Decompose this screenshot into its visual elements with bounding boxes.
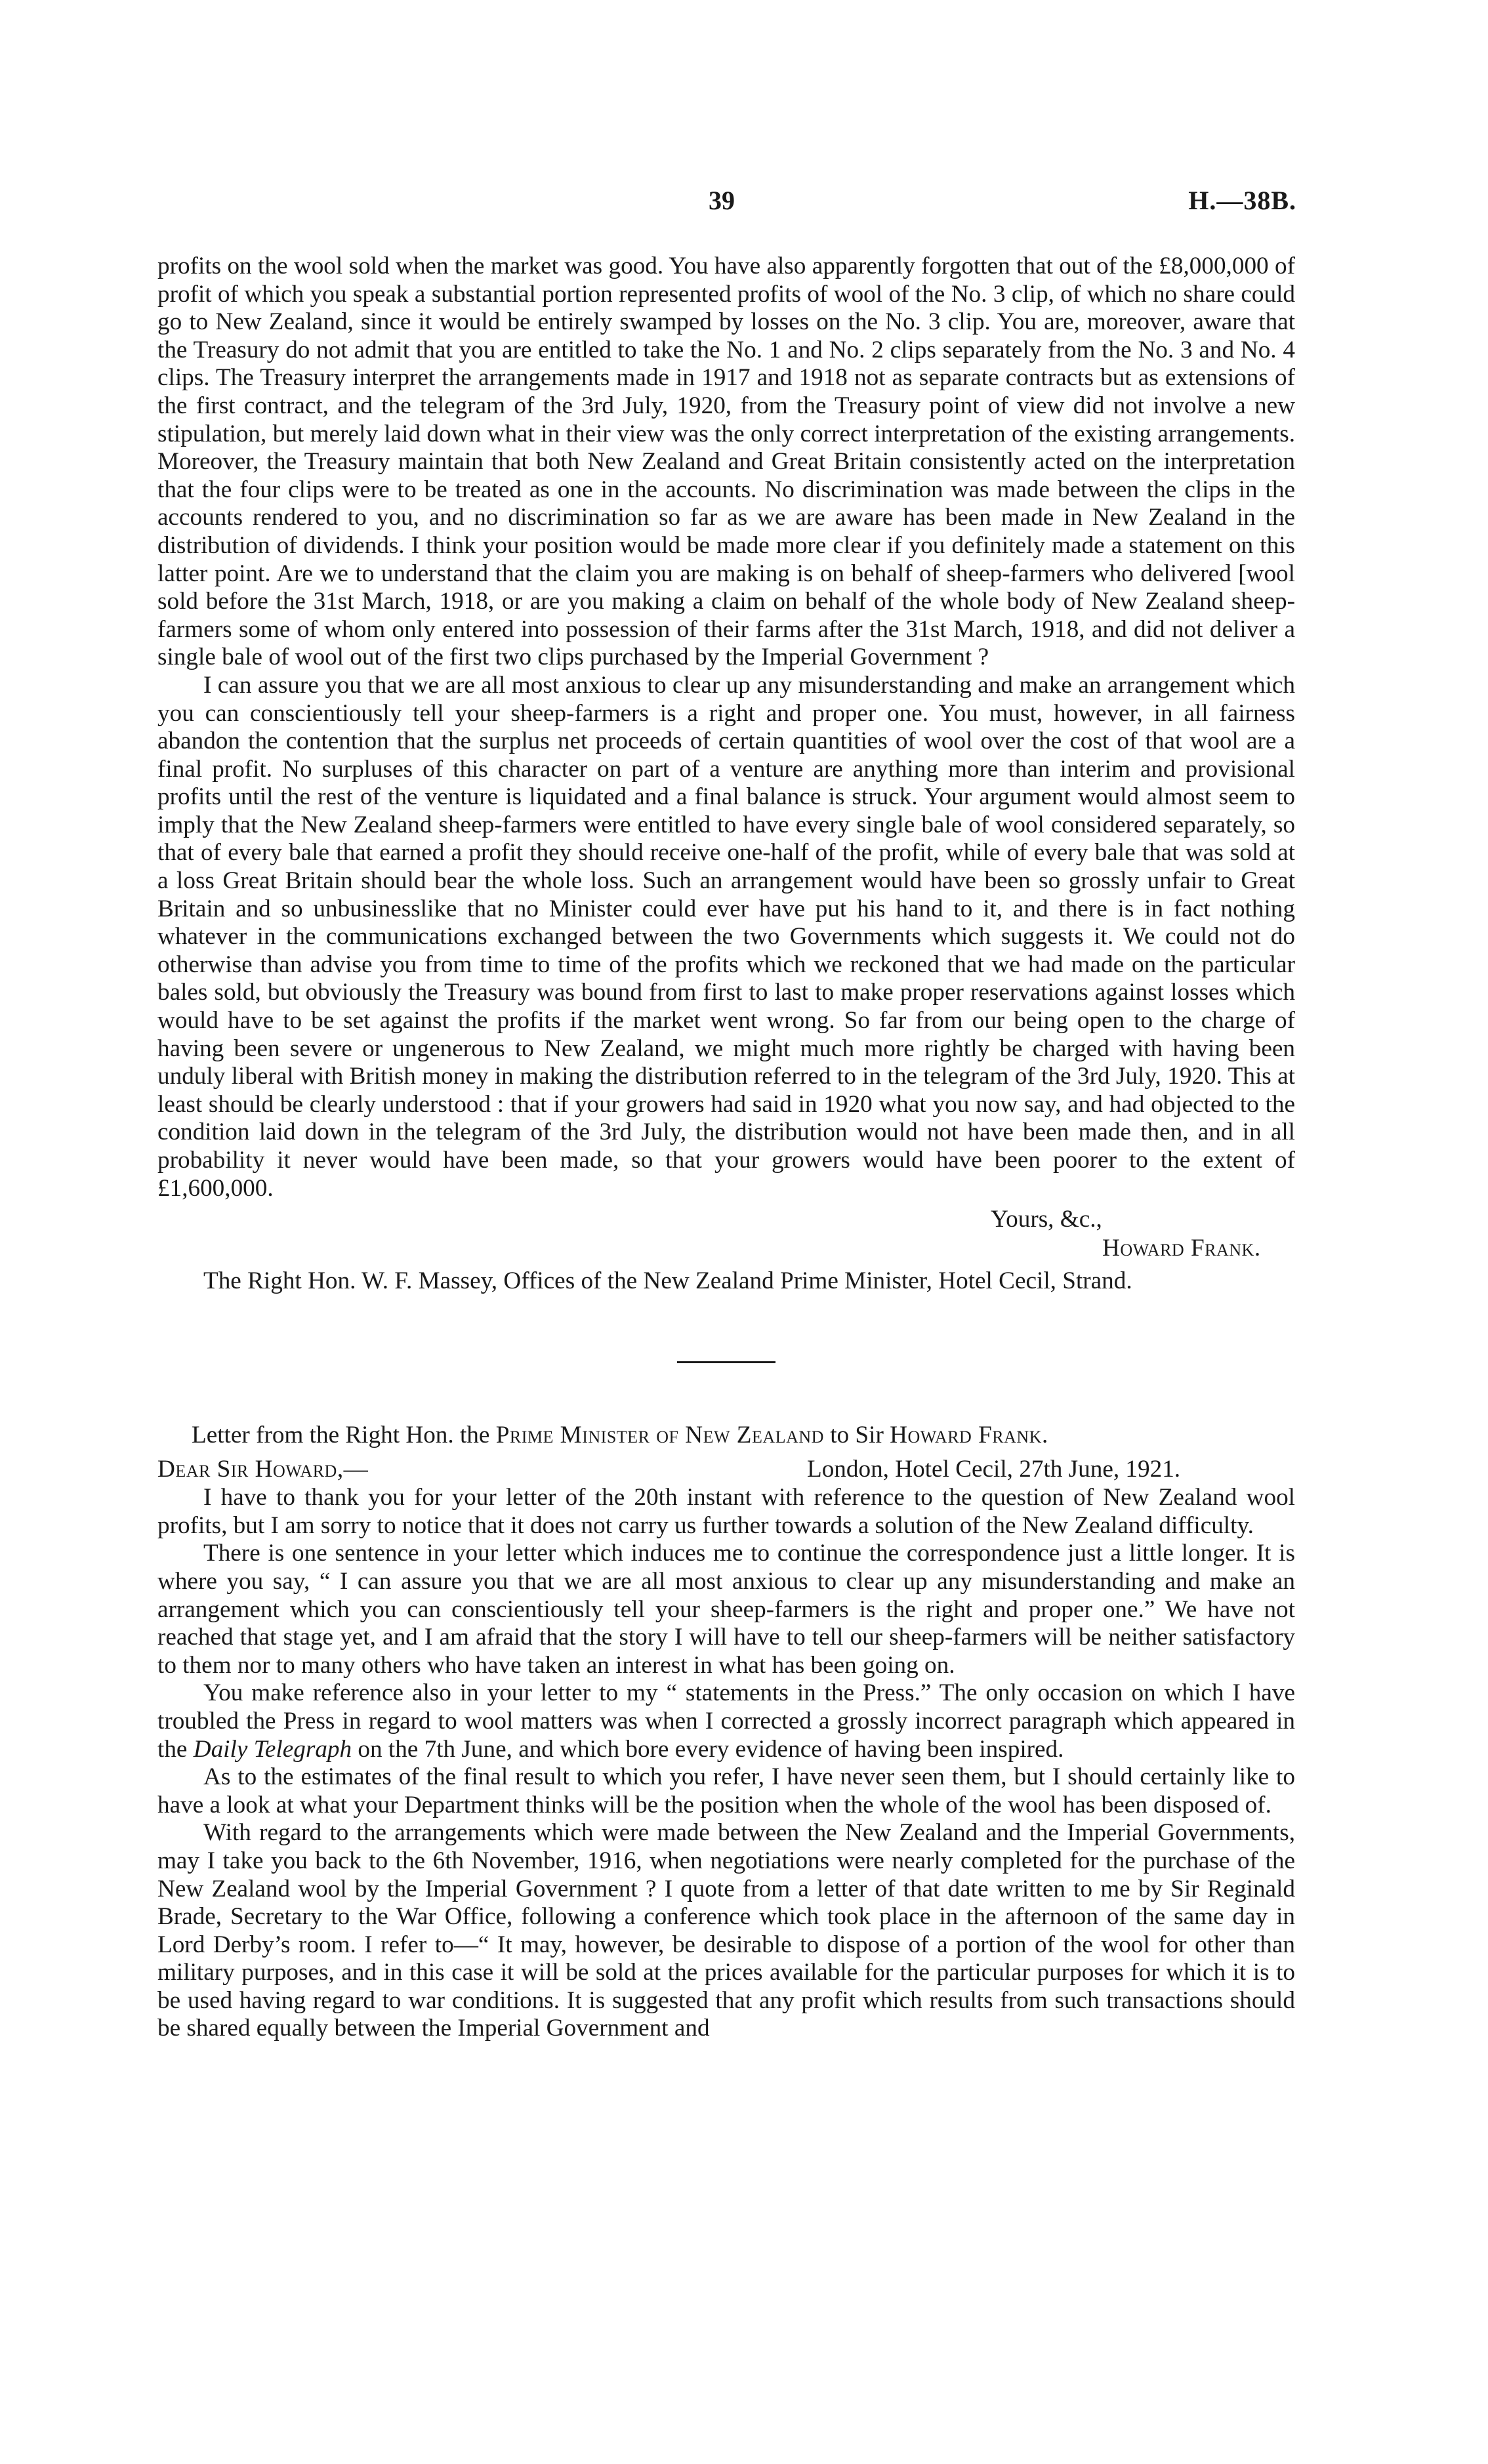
closing: Yours, &c., <box>991 1206 1102 1233</box>
page-number: 39 <box>709 186 735 215</box>
letter-from-howard-frank <box>157 253 1295 1296</box>
letter2-paragraph: With regard to the arrangements which were made between the New Zealand and the Imperial Governments, may I take you back to the 6th November, 1916, when negotiations were nearly completed for the purchase of the New Zealand wool by the Imperial Government ? I quote from a letter of that date written to me by Sir Reginald Brade, Secretary to the War Office, following a conference which took place in the afternoon of the same day in Lord Derby’s room. I refer to—“ It may, however, be desirable to dispose of a portion of the wool for other than military purposes, and in this case it will be sold at the prices available for the particular purposes for which it is to be used having regard to war conditions. It is suggested that any profit which results from such transactions should be shared equally between the Imperial Government and <box>157 1819 1295 2042</box>
salutation-row <box>157 1455 1295 1484</box>
salutation: Dear Sir Howard,— <box>157 1456 369 1483</box>
p3-text-before: You make reference also in your letter to my “ statements in the Press.” The only occasion on which I have troubled the Press in regard to wool matters was when I corrected a grossly incorrect paragraph which appeared in the <box>157 1679 1295 1763</box>
dateline: London, Hotel Cecil, 27th June, 1921. <box>807 1456 1181 1483</box>
document-body <box>157 253 1295 2043</box>
section-divider <box>677 1361 775 1363</box>
signoff <box>157 1205 1295 1263</box>
letter2-paragraph <box>157 1679 1295 1763</box>
letter1-paragraph: I can assure you that we are all most anxious to clear up any misunderstanding and make an arrangement which you can conscientiously tell your sheep-farmers is a right and proper one. You must, however, in all fairness abandon the contention that the surplus net proceeds of certain quantities of wool over the cost of that wool are a final profit. No surpluses of this character on part of a venture are anything more than interim and provisional profits until the rest of the venture is liquidated and a final balance is struck. Your argument would almost seem to imply that the New Zealand sheep-farmers were entitled to have every single bale of wool considered separately, so that of every bale that earned a profit they should receive one-half of the profit, while of every bale that was sold at a loss Great Britain should bear the whole loss. Such an arrangement would have been so grossly unfair to Great Britain and so unbusinesslike that no Minister could ever have put his hand to it, and there is in fact nothing whatever in the communications exchanged between the two Governments which suggests it. We could not do otherwise than advise you from time to time of the profits which we reckoned that we had made on the particular bales sold, but obviously the Treasury was bound from first to last to make proper reservations against losses which would have to be set against the profits if the market went wrong. So far from our being open to the charge of having been severe or ungenerous to New Zealand, we might much more rightly be charged with having been unduly liberal with British money in making the distribution referred to in the telegram of the 3rd July, 1920. This at least should be clearly understood : that if your growers had said in 1920 what you now say, and had objected to the condition laid down in the telegram of the 3rd July, the distribution would not have been made then, and in all probability it never would have been made, so that your growers would have been poorer to the extent of £1,600,000. <box>157 671 1295 1202</box>
letter2-paragraph: As to the estimates of the final result to which you refer, I have never seen them, but I should certainly like to have a look at what your Department thinks will be the position when the whole of the wool has been disposed of. <box>157 1763 1295 1818</box>
page-header <box>0 185 1488 224</box>
heading-recipient: Howard Frank. <box>890 1422 1048 1449</box>
letter-heading <box>157 1421 1295 1450</box>
letter-from-prime-minister <box>157 1421 1295 2043</box>
heading-sender: Prime Minister of New Zealand <box>495 1422 824 1449</box>
signature: Howard Frank. <box>1102 1235 1261 1262</box>
letter2-paragraph: There is one sentence in your letter which induces me to continue the correspondence just a little longer. It is where you say, “ I can assure you that we are all most anxious to clear up any misunderstanding and make an arrangement which you can conscientiously tell your sheep-farmers is the right and proper one.” We have not reached that stage yet, and I am afraid that the story I will have to tell our sheep-farmers will be neither satisfactory to them nor to many others who have taken an interest in what has been going on. <box>157 1540 1295 1679</box>
document-reference: H.—38B. <box>1188 186 1296 215</box>
heading-to: to Sir <box>830 1422 884 1449</box>
letter2-paragraph: I have to thank you for your letter of the 20th instant with reference to the question of New Zealand wool profits, but I am sorry to notice that it does not carry us further towards a solution of the New Zealand difficulty. <box>157 1484 1295 1539</box>
p3-text-after: on the 7th June, and which bore every evidence of having been inspired. <box>358 1735 1064 1763</box>
letter1-paragraph: profits on the wool sold when the market was good. You have also apparently forgotten that out of the £8,000,000 of profit of which you speak a substantial portion represented profits of wool of the No. 3 clip, of which no share could go to New Zealand, since it would be entirely swamped by losses on the No. 3 clip. You are, moreover, aware that the Treasury do not admit that you are entitled to take the No. 1 and No. 2 clips separately from the No. 3 and No. 4 clips. The Treasury interpret the arrangements made in 1917 and 1918 not as separate contracts but as extensions of the first contract, and the telegram of the 3rd July, 1920, from the Treasury point of view did not involve a new stipulation, but merely laid down what in their view was the only correct interpretation of the existing arrangements. Moreover, the Treasury maintain that both New Zealand and Great Britain consistently acted on the interpretation that the four clips were to be treated as one in the accounts. No discrimination was made between the clips in the accounts rendered to you, and no discrimination so far as we are aware has been made in New Zealand in the distribution of dividends. I think your position would be made more clear if you definitely made a statement on this latter point. Are we to understand that the claim you are making is on behalf of sheep-farmers who delivered [wool sold before the 31st March, 1918, or are you making a claim on behalf of the whole body of New Zealand sheep-farmers some of whom only entered into possession of their farms after the 31st March, 1918, and did not deliver a single bale of wool out of the first two clips purchased by the Imperial Government ? <box>157 253 1295 671</box>
newspaper-title: Daily Telegraph <box>193 1735 352 1763</box>
heading-prefix: Letter from the Right Hon. the <box>192 1422 490 1449</box>
addressee: The Right Hon. W. F. Massey, Offices of the New Zealand Prime Minister, Hotel Cecil, Strand. <box>203 1267 1132 1295</box>
